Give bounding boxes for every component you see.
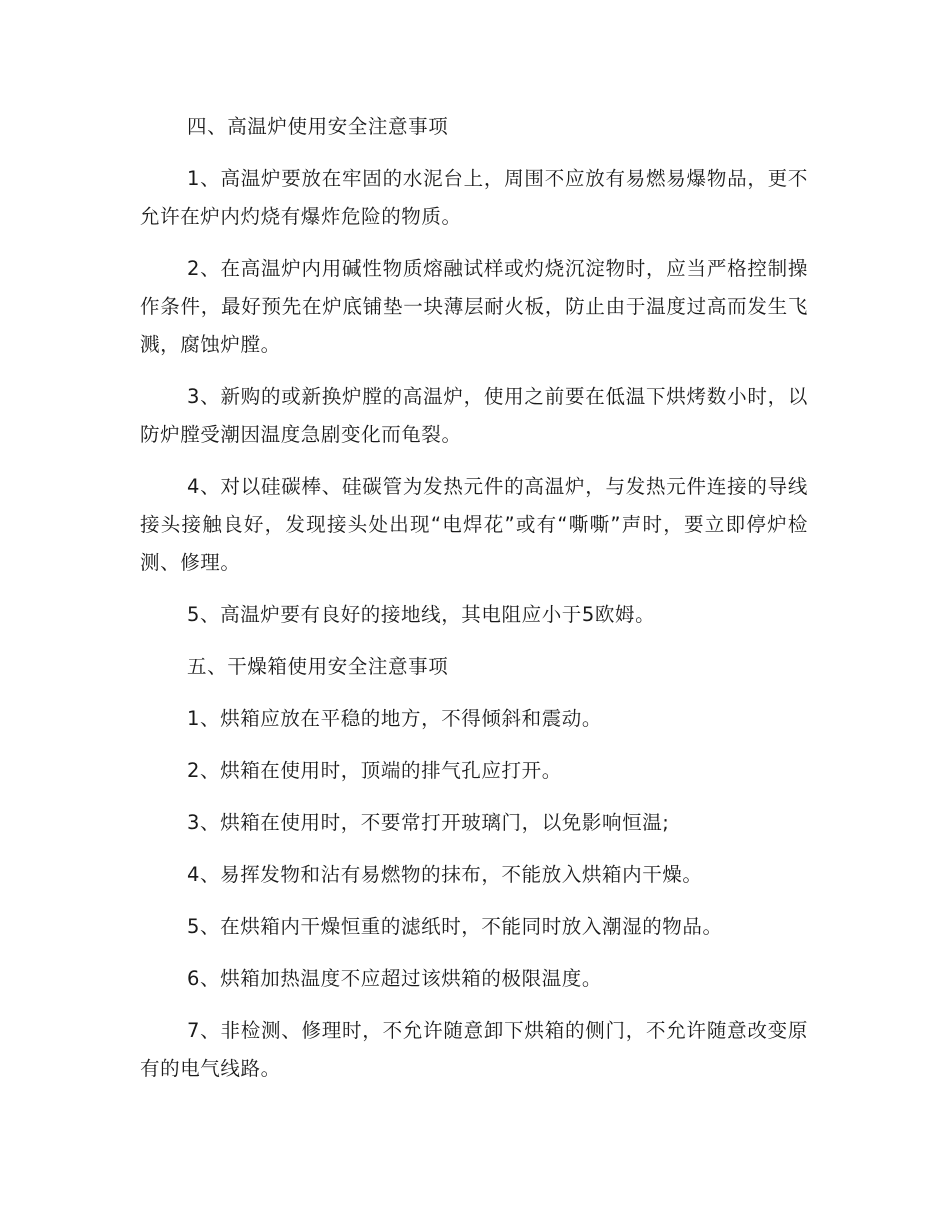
section-heading-furnace: 四、高温炉使用安全注意事项 — [187, 115, 449, 138]
paragraph-oven-3: 3、烘箱在使用时，不要常打开玻璃门，以免影响恒温; — [187, 811, 670, 834]
paragraph-furnace-4: 4、对以硅碳棒、硅碳管为发热元件的高温炉，与发热元件连接的导线接头接触良好，发现接头处出现“电焊花”或有“嘶嘶”声时，要立即停炉检测、修理。 — [140, 475, 808, 574]
paragraph-furnace-5: 5、高温炉要有良好的接地线，其电阻应小于5欧姆。 — [187, 603, 656, 626]
section-heading-oven: 五、干燥箱使用安全注意事项 — [187, 655, 449, 678]
paragraph-furnace-1: 1、高温炉要放在牢固的水泥台上，周围不应放有易燃易爆物品，更不允许在炉内灼烧有爆炸危险的物质。 — [140, 167, 808, 228]
paragraph-oven-1: 1、烘箱应放在平稳的地方，不得倾斜和震动。 — [187, 707, 603, 730]
document-page — [140, 108, 808, 1102]
paragraph-oven-4: 4、易挥发物和沾有易燃物的抹布，不能放入烘箱内干燥。 — [187, 863, 703, 886]
paragraph-furnace-3: 3、新购的或新换炉膛的高温炉，使用之前要在低温下烘烤数小时，以防炉膛受潮因温度急剧变化而龟裂。 — [140, 385, 808, 446]
paragraph-oven-2: 2、烘箱在使用时，顶端的排气孔应打开。 — [187, 759, 562, 782]
paragraph-furnace-2: 2、在高温炉内用碱性物质熔融试样或灼烧沉淀物时，应当严格控制操作条件，最好预先在炉底铺垫一块薄层耐火板，防止由于温度过高而发生飞溅，腐蚀炉膛。 — [140, 257, 808, 356]
paragraph-oven-5: 5、在烘箱内干燥恒重的滤纸时，不能同时放入潮湿的物品。 — [187, 915, 723, 938]
paragraph-oven-7: 7、非检测、修理时，不允许随意卸下烘箱的侧门，不允许随意改变原有的电气线路。 — [140, 1019, 808, 1080]
paragraph-oven-6: 6、烘箱加热温度不应超过该烘箱的极限温度。 — [187, 967, 603, 990]
